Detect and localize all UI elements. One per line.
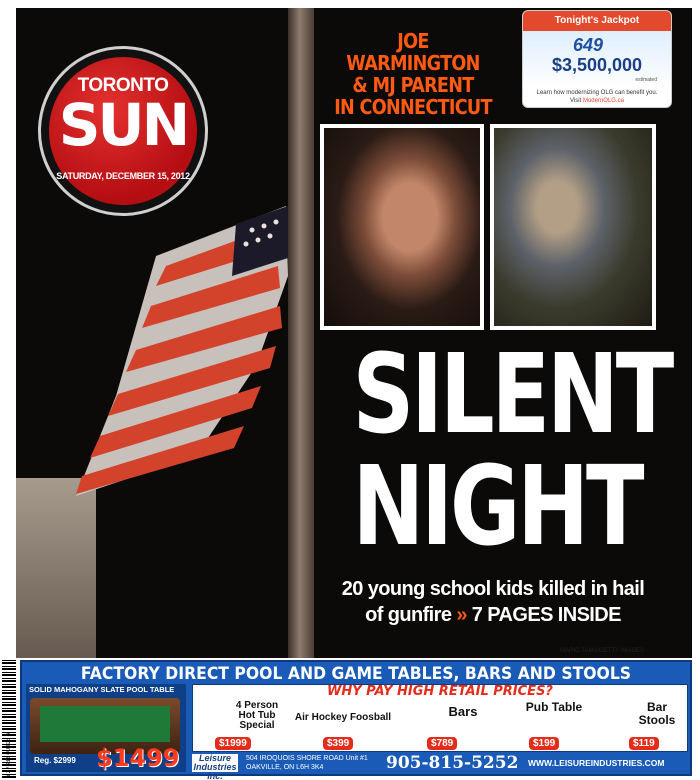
logo-toronto-text: TORONTO <box>77 75 169 96</box>
photo-grieving-man <box>320 124 484 330</box>
headline-line-2: NIGHT <box>352 442 642 570</box>
lottery-jackpot-box[interactable] <box>522 10 672 108</box>
barcode-number: 6 27832 00006 6 <box>6 732 12 778</box>
product-bars: Bars $789 <box>397 701 489 751</box>
headline-line-1: SILENT <box>352 330 672 458</box>
issue-date: SATURDAY, DECEMBER 15, 2012 <box>56 171 190 181</box>
product-hot-tub: 4 Person Hot Tub Special $1999 <box>197 701 289 751</box>
leisure-industries-ad[interactable] <box>20 660 692 780</box>
subhead-line-1: 20 young school kids killed in hail <box>341 578 645 600</box>
jackpot-amount: $3,500,000 <box>551 55 643 75</box>
subhead-line-2-start: of gunfire <box>365 604 457 626</box>
teaser-line-1: JOE WARMINGTON <box>346 29 480 75</box>
teaser-line-3: IN CONNECTICUT <box>334 95 492 119</box>
pool-table-label: SOLID MAHOGANY SLATE POOL TABLE <box>29 685 175 694</box>
lotto-649-logo: 649 <box>573 35 604 55</box>
lottery-footer-text: Learn how modernizing OLG can benefit you. <box>536 90 658 96</box>
product-pub-table: Pub Table $199 <box>525 700 583 749</box>
pool-table-sale-price: $1499 <box>96 744 180 772</box>
ad-address: 504 IROQUOIS SHORE ROAD Unit #1 OAKVILLE, ON L6H 3K4 <box>246 755 368 771</box>
teaser-line-2: & MJ PARENT <box>352 73 474 97</box>
ad-products-panel <box>192 684 688 752</box>
pool-table-reg-price: Reg. $2999 <box>34 756 76 765</box>
subheadline[interactable] <box>318 576 668 628</box>
ad-phone[interactable]: 905-815-5252 <box>386 753 519 773</box>
flag-pole <box>288 8 314 658</box>
toronto-sun-logo[interactable] <box>38 46 208 216</box>
lottery-visit-text: Visit <box>570 98 583 104</box>
subhead-pages-inside: 7 PAGES INSIDE <box>466 604 621 626</box>
leisure-industries-logo: Leisure Industries Inc. <box>193 753 237 780</box>
photo-children <box>490 124 656 330</box>
logo-sun-text: SUN <box>58 91 188 159</box>
product-bar-stools: Bar Stools $119 <box>589 701 685 751</box>
teaser-headline[interactable] <box>329 30 496 118</box>
double-arrow-icon: » <box>456 604 467 626</box>
ad-why-pay: WHY PAY HIGH RETAIL PRICES? <box>327 684 553 699</box>
ad-title: FACTORY DIRECT POOL AND GAME TABLES, BARS AND STOOLS <box>80 664 632 684</box>
half-mast-flag <box>56 196 316 516</box>
lottery-link[interactable]: ModernOLG.ca <box>582 98 624 104</box>
jackpot-estimated: estimated <box>635 77 657 83</box>
lottery-header: Tonight's Jackpot <box>523 11 671 31</box>
main-headline[interactable] <box>352 330 672 570</box>
photo-credit: MARIO TAMA/GETTY IMAGES <box>560 648 645 654</box>
ad-website[interactable]: WWW.LEISUREINDUSTRIES.COM <box>528 758 665 768</box>
ad-pool-table-panel <box>26 684 186 772</box>
product-air-hockey: Air Hockey Foosball $399 <box>294 712 392 749</box>
